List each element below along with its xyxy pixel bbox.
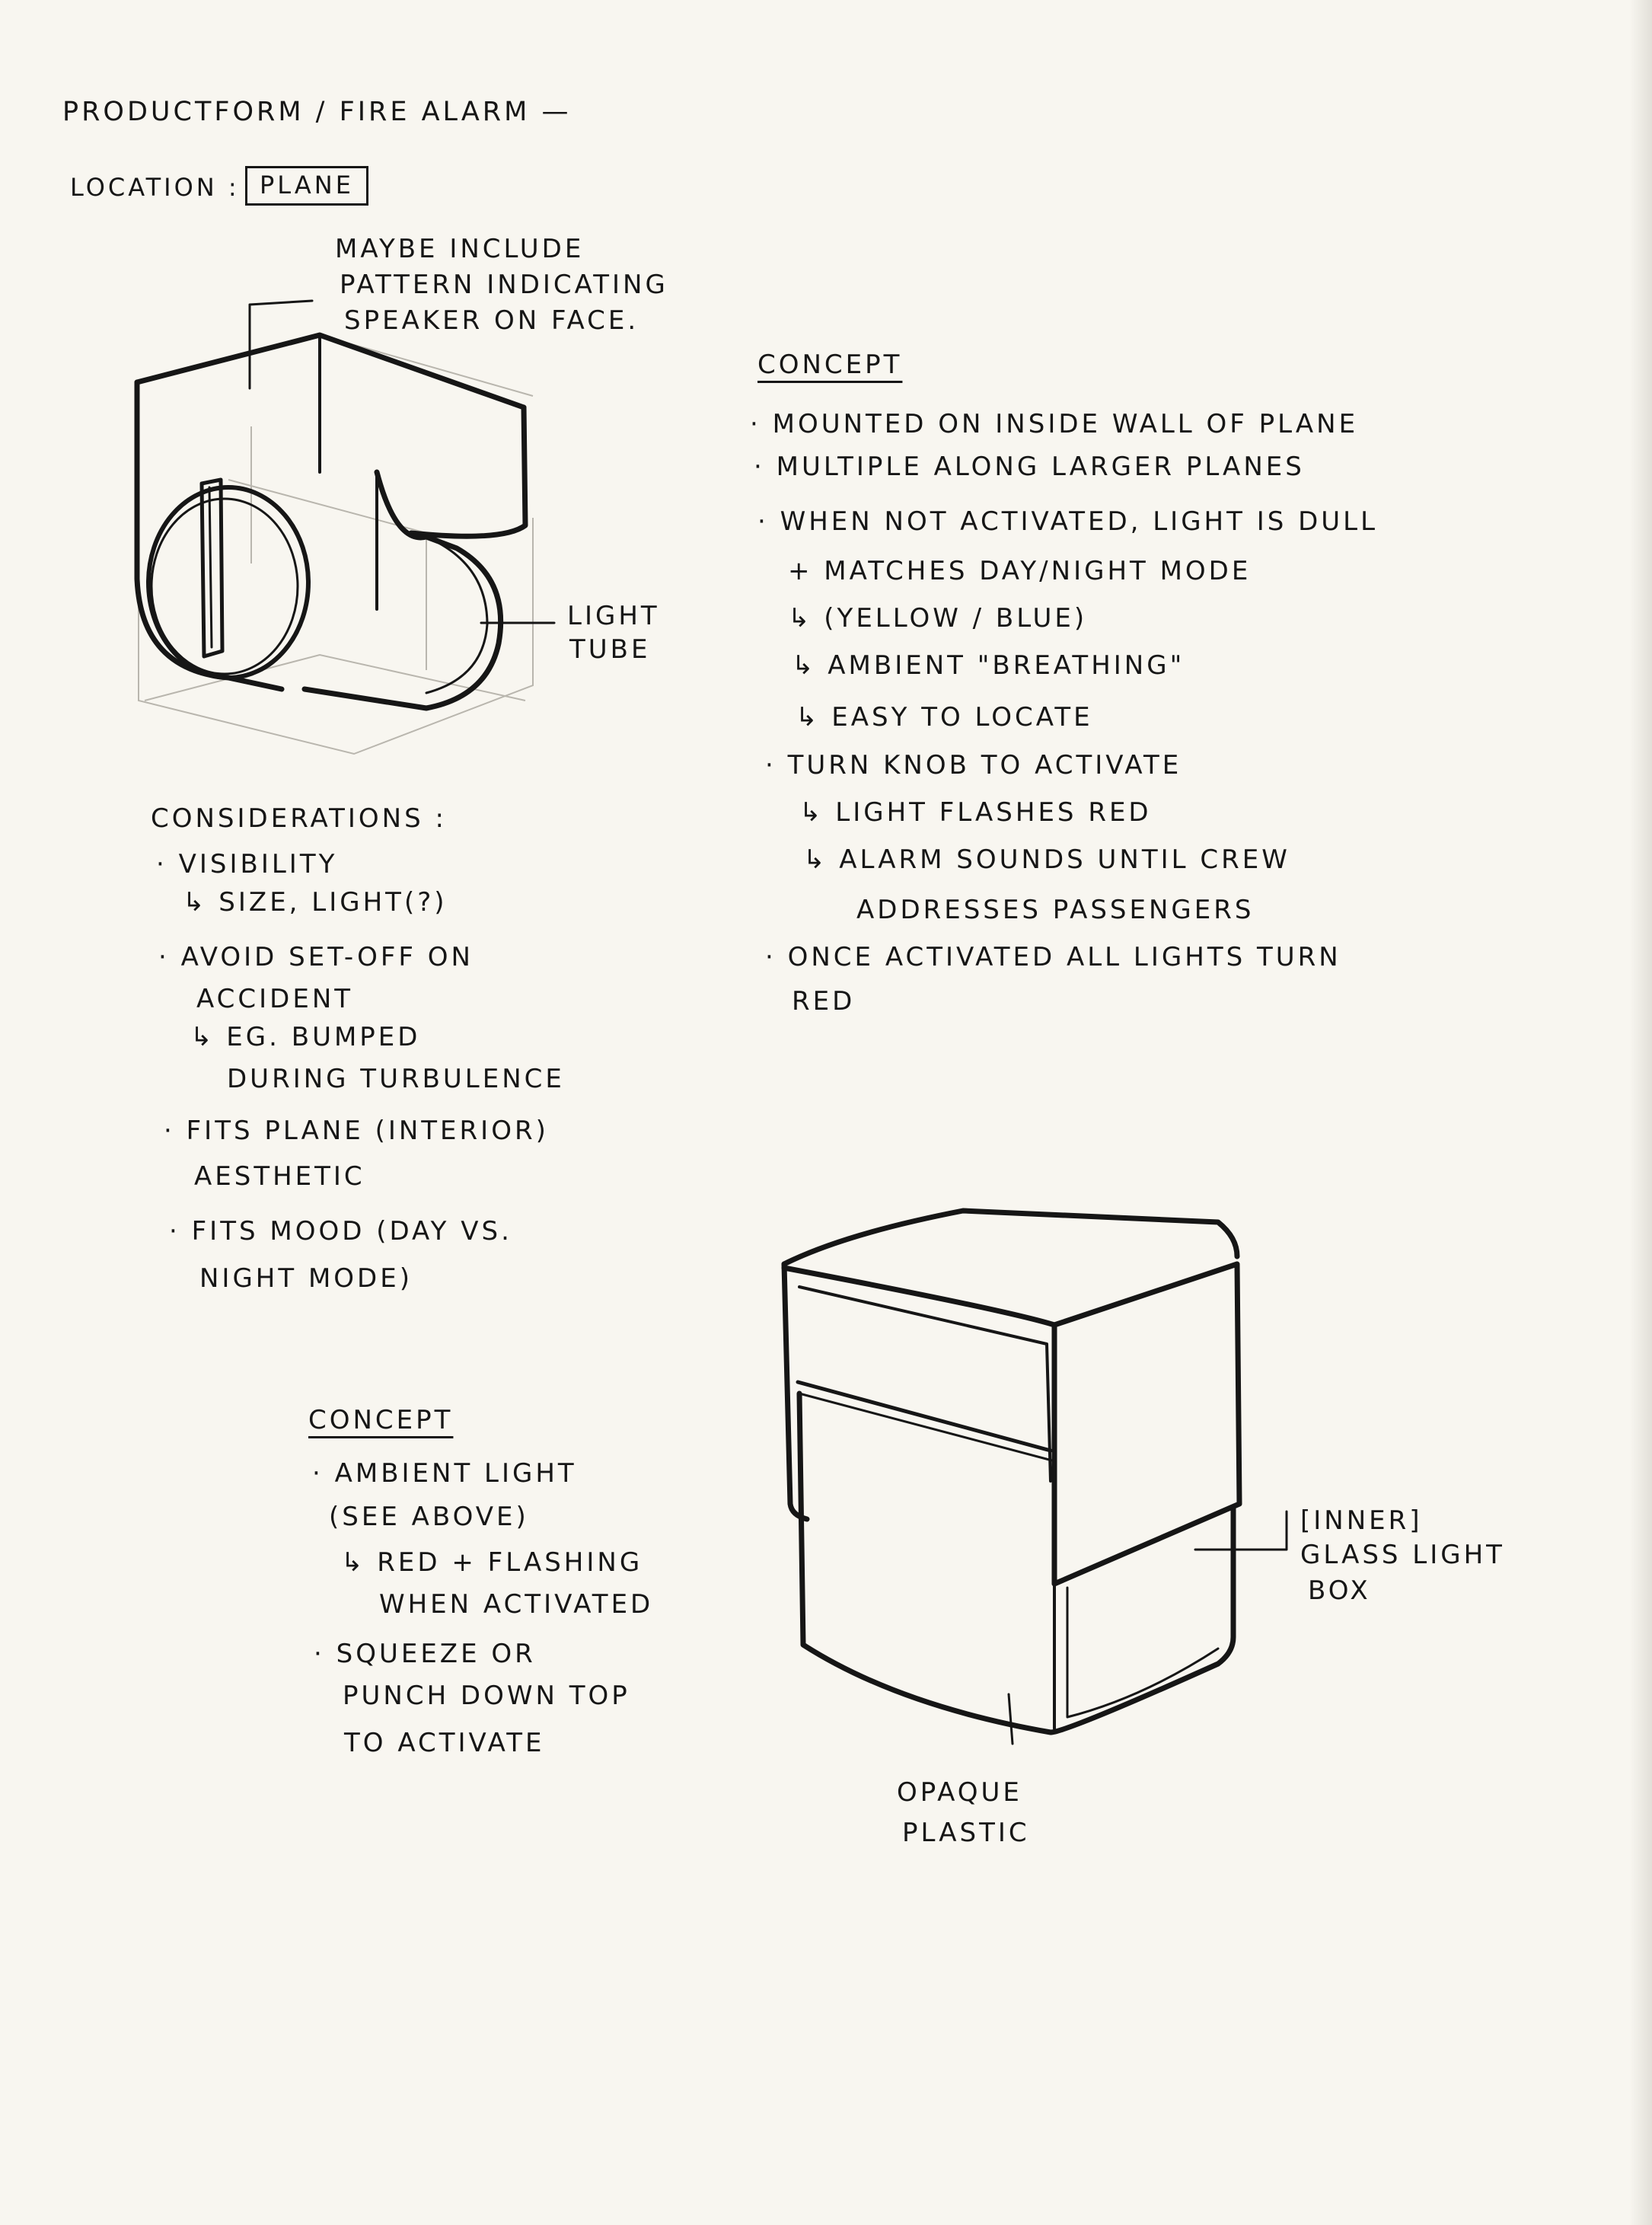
considerations-line: · FITS MOOD (DAY VS. bbox=[169, 1216, 512, 1247]
concept2-line: WHEN ACTIVATED bbox=[379, 1589, 654, 1620]
glass-box-label-line-3: BOX bbox=[1308, 1575, 1371, 1606]
location-value-box: PLANE bbox=[245, 166, 368, 206]
considerations-line: ↳ SIZE, LIGHT(?) bbox=[183, 887, 448, 918]
considerations-line: NIGHT MODE) bbox=[199, 1263, 413, 1294]
concept2-line: (SEE ABOVE) bbox=[329, 1502, 529, 1532]
concept1-line: RED bbox=[792, 986, 856, 1017]
glass-box-label-line-2: GLASS LIGHT bbox=[1300, 1540, 1505, 1570]
considerations-line: AESTHETIC bbox=[194, 1161, 365, 1192]
light-tube-label-line-2: TUBE bbox=[569, 634, 651, 665]
concept1-line: · MULTIPLE ALONG LARGER PLANES bbox=[754, 452, 1305, 482]
concept1-line: · MOUNTED ON INSIDE WALL OF PLANE bbox=[750, 409, 1359, 439]
concept1-line: ↳ EASY TO LOCATE bbox=[796, 702, 1093, 733]
concept1-line: ADDRESSES PASSENGERS bbox=[856, 895, 1255, 925]
considerations-line: DURING TURBULENCE bbox=[227, 1064, 565, 1094]
concept2-line: TO ACTIVATE bbox=[344, 1728, 545, 1758]
opaque-plastic-label-line-2: PLASTIC bbox=[902, 1818, 1030, 1848]
concept2-line: ↳ RED + FLASHING bbox=[341, 1547, 643, 1578]
wall-alarm-sketch bbox=[137, 301, 554, 708]
considerations-line: ACCIDENT bbox=[196, 984, 354, 1014]
box-alarm-sketch bbox=[784, 1211, 1287, 1744]
opaque-plastic-label-line-1: OPAQUE bbox=[897, 1777, 1022, 1808]
concept2-line: · SQUEEZE OR bbox=[314, 1639, 536, 1669]
considerations-heading: CONSIDERATIONS : bbox=[151, 803, 447, 834]
sketch1-note-line-3: SPEAKER ON FACE. bbox=[344, 305, 639, 336]
concept1-line: + MATCHES DAY/NIGHT MODE bbox=[788, 556, 1252, 586]
concept2-line: PUNCH DOWN TOP bbox=[343, 1681, 630, 1711]
concept1-line: ↳ AMBIENT "BREATHING" bbox=[792, 650, 1185, 681]
considerations-line: · VISIBILITY bbox=[156, 849, 338, 879]
glass-box-label-line-1: [INNER] bbox=[1300, 1505, 1423, 1536]
considerations-line: · AVOID SET-OFF ON bbox=[158, 942, 474, 972]
page-title: PRODUCTFORM / FIRE ALARM — bbox=[62, 97, 572, 127]
sketch1-note-line-1: MAYBE INCLUDE bbox=[335, 234, 585, 264]
concept1-line: · ONCE ACTIVATED ALL LIGHTS TURN bbox=[765, 942, 1341, 972]
concept2-line: · AMBIENT LIGHT bbox=[312, 1458, 577, 1489]
concept1-line: ↳ ALARM SOUNDS UNTIL CREW bbox=[803, 844, 1290, 875]
concept1-heading: CONCEPT bbox=[757, 350, 903, 380]
location-label: LOCATION : bbox=[70, 173, 240, 202]
light-tube-label-line-1: LIGHT bbox=[567, 601, 660, 631]
concept2-heading: CONCEPT bbox=[308, 1405, 454, 1435]
concept1-line: ↳ LIGHT FLASHES RED bbox=[799, 797, 1152, 828]
considerations-line: ↳ EG. BUMPED bbox=[190, 1022, 421, 1052]
pencil-construction-lines bbox=[139, 335, 533, 754]
concept1-line: · TURN KNOB TO ACTIVATE bbox=[765, 750, 1182, 781]
considerations-line: · FITS PLANE (INTERIOR) bbox=[164, 1116, 549, 1146]
concept1-line: ↳ (YELLOW / BLUE) bbox=[788, 603, 1088, 634]
concept1-line: · WHEN NOT ACTIVATED, LIGHT IS DULL bbox=[757, 506, 1379, 537]
sketch1-note-line-2: PATTERN INDICATING bbox=[340, 270, 668, 300]
